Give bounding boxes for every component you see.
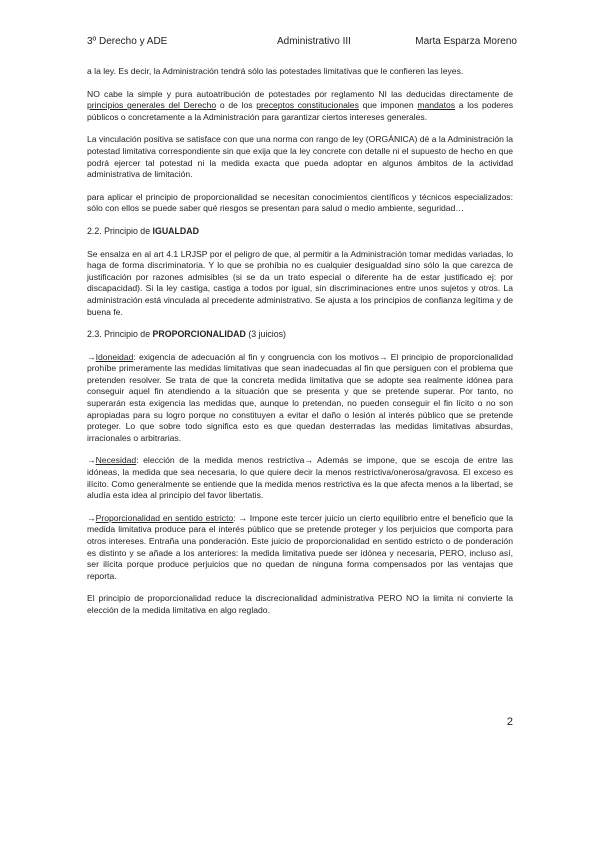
underlined-principios: principios generales del Derecho: [87, 100, 217, 111]
underlined-preceptos: preceptos constitucionales: [256, 100, 359, 111]
paragraph-conocimientos: para aplicar el principio de proporcionalidad se necesitan conocimientos científicos y técnicos especializados: sólo con ellos se puede saber qué riesgos se presentan para salud o medio ambiente, seguridad…: [87, 191, 513, 214]
page-number: 2: [506, 716, 513, 728]
header-author: Marta Esparza Moreno: [415, 36, 517, 47]
term-idoneidad: Idoneidad: [95, 351, 134, 362]
document-body: [87, 66, 513, 628]
paragraph-proporcionalidad-estricto: →Proporcionalidad en sentido estricto: → Impone este tercer juicio un cierto equilibrio entre el beneficio que la medida limitativa produce para el interés público que se pretende proteger y los perjuicios que comporta para otros intereses. Entraña una ponderación. Este juicio de proporcionalidad en sentido estricto o de ponderación es distinto y se añade a los anteriores: la medida limitativa puede ser idónea y necesaria, PERO, incluso así, ser ilícita porque produce perjuicios que no quedan de ninguna forma compensados por las ventajas que reporta.: [87, 512, 513, 581]
arrow-icon: →: [87, 455, 96, 466]
paragraph-vinculacion: La vinculación positiva se satisface con que una norma con rango de ley (ORGÁNICA) dé a la Administración la potestad limitativa correspondiente sin que exija que la ley concrete con detalle ni el supuesto de hecho en que podrá ejercer tal potestad ni la medida exacta que pueda adoptar en algunos ámbitos de la actividad administrativa de limitación.: [87, 134, 513, 180]
paragraph-idoneidad: →Idoneidad: exigencia de adecuación al fin y congruencia con los motivos→ El principio de proporcionalidad prohíbe primeramente las medidas limitativas que sean inadecuadas al fin que persiguen con el problema que pretenden resolver. Se trata de que la concreta medida limitativa que se adopte sea realmente idónea para conseguir aquel fin atendiendo a la situación que se presenta y que se pretende superar. Por tanto, no superarán esta exigencia las medidas que, aunque lo pretendan, no pueden conseguir el fin lícito o no son apropiadas para su logro porque no constituyen a evitar el daño o lesión al interés público que se pretende proteger. Lo que sobre todo significa esto es que quedan desterradas las medidas limitativas absurdas, irracionales o arbitrarias.: [87, 351, 513, 443]
paragraph-igualdad: Se ensalza en al art 4.1 LRJSP por el peligro de que, al permitir a la Administración tomar medidas variadas, lo haga de forma discriminatoria. Y lo que se prohíbia no es cualquier desigualdad sino sólo la que carezca de justificación por razones admisibles (si se da un trato especial o diferente ha de estar justificado ej: por discapacidad). Si la ley castiga, castiga a todos por igual, sin discriminaciones entre unos sujetos y otros. La administración está vinculada al precedente administrativo. Se ajusta a los principios de confianza legítima y de buena fe.: [87, 248, 513, 317]
term-proporcionalidad-estricto: Proporcionalidad en sentido estricto: [95, 512, 234, 523]
page-header: [87, 36, 517, 50]
underlined-mandatos: mandatos: [417, 100, 456, 111]
heading-igualdad: 2.2. Principio de IGUALDAD: [87, 225, 199, 236]
paragraph-conclusion: El principio de proporcionalidad reduce la discrecionalidad administrativa PERO NO la limita ni convierte la elección de la medida limitativa en algo reglado.: [87, 593, 513, 615]
paragraph-autoatribucion: NO cabe la simple y pura autoatribución de potestades por reglamento NI las deducidas directamente de principios generales del Derecho o de los preceptos constitucionales que imponen mandatos a los poderes públicos o concretamente a la Administración para garantizar ciertos intereses generales.: [87, 88, 514, 122]
heading-proporcionalidad: 2.3. Principio de PROPORCIONALIDAD (3 juicios): [87, 329, 286, 340]
term-necesidad: Necesidad: [95, 455, 137, 466]
header-course: 3º Derecho y ADE: [87, 36, 168, 47]
arrow-icon: →: [87, 512, 96, 523]
paragraph-leyes: a la ley. Es decir, la Administración tendrá sólo las potestades limitativas que le confieren las leyes.: [87, 66, 464, 76]
header-subject: Administrativo III: [277, 36, 351, 47]
arrow-icon: →: [87, 351, 96, 362]
paragraph-necesidad: →Necesidad: elección de la medida menos restrictiva→ Además se impone, que se escoja de entre las idóneas, la medida que sea necesaria, lo que quiere decir la menos restrictiva/onerosa/gravosa. El exceso es ilícito. Como generalmente se entiende que la medida menos restrictiva es la que afecta menos a la libertad, se aludía esta idea al principio del favor libertatis.: [87, 455, 513, 501]
